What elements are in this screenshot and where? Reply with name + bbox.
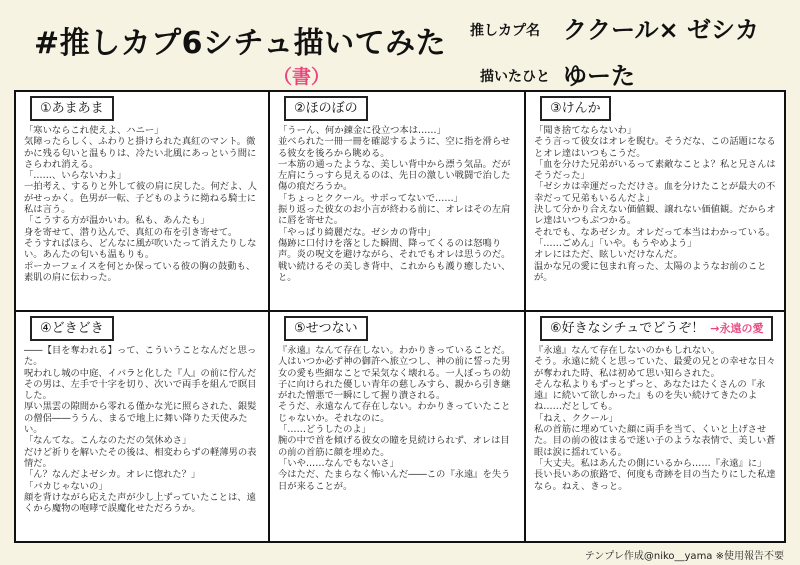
template-credit: テンプレ作成@niko__yama ※使用報告不要 [584,551,784,562]
page-title: #推しカプ6シチュ描いてみた [34,26,447,61]
cell-heading: ④どきどき [30,316,114,341]
cell-fight [526,92,784,310]
cell-heartwarming [270,92,524,310]
cell-heading: ①あまあま [30,96,114,121]
cell-heading: ②ほのぼの [284,96,368,121]
cell-text: ――【目を奪われる】って、こういうことなんだと思った。 呪われし城の中庭、イバラと化した『人』の前に佇んだその男は、左手で十字を切り、次いで両手を組んで瞑目した。 厚い黒雲の隙間から零れる僅かな光に照らされた、銀髪の僧侶――ううん、まるで地上に舞い降りた天使みたい。 「なんてな。こんなのただの気休めさ」 だけど祈りを解いたその後は、相変わらずの軽薄男の表情だ。 「ん？なんだよゼシカ。オレに惚れた？」 「バカじゃないの」 顔を背けながら応えた声が少し上ずっていたことは、遠くから魔物の咆哮で誤魔化せただろうか。 [24,345,257,515]
cell-heading: ③けんか [540,96,611,121]
page-subtitle: （書） [273,66,331,88]
cell-bittersweet [270,312,524,541]
cell-heading-extra: →永遠の愛 [710,322,764,335]
cell-sweet [16,92,268,310]
couple-label: 推しカプ名 [470,23,540,39]
cell-heading: ⑤せつない [284,316,368,341]
cell-heading: ⑥好きなシチュでどうぞ！ →永遠の愛 [540,316,773,341]
author-label: 描いたひと [480,69,550,85]
cell-text: 「寒いならこれ使えよ、ハニー」 気障ったらしく、ふわりと掛けられた真紅のマント。微かに残る匂いと温もりは、冷たい北風にあっという間にさらわれ消える。 「……、いらないわよ」 一拍考え、するりと外して彼の肩に戻した。何だよ、人がせっかく。色男が一転、子どものように拗ねる騎士に私は言う。 「こうする方が温かいわ。私も、あんたも」 身を寄せて、潜り込んで、真紅の布を引き寄せて。 そうすればほら、どんなに風が吹いたって消えたりしない。あんたの匂いも温もりも。 ポーカーフェイスを何とか保っている彼の胸の鼓動も、素肌の肩に伝わった。 [24,125,257,283]
author-value: ゆーた [563,62,635,90]
situation-grid [14,90,786,543]
cell-free-choice [526,312,784,541]
cell-text: 「うーん、何か錬金に役立つ本は……」 並べられた一冊一冊を確認するように、空に指を滑らせる彼女を後ろから眺める。 一本筋の通ったような、美しい背中から漂う気品。だが左肩にうっすら見えるのは、先日の激しい戦闘で治した傷の痕だろうか。 「ちょっとククール。サボってないで……」 振り返った彼女のお小言が終わる前に、オレはその左肩に唇を寄せた。 「やっぱり綺麗だな。ゼシカの背中」 傷跡に口付けを落とした瞬間、降ってくるのは怒鳴り声。炎の呪文を避けながら、それでもオレは思うのだ。 戦い続けるその美しき背中、これからも護り癒したい、と。 [278,125,511,283]
cell-text: 「聞き捨てならないわ」 そう言って彼女はオレを睨む。そうだな、この話題になるとオレ達はいつもこうだ。 「血を分けた兄弟がいるって素敵なことよ？私と兄さんはそうだった」 「ゼシカは幸運だっただけさ。血を分けたことが最大の不幸だって兄弟もいるんだよ」 決して分かり合えない価値観、譲れない価値観。だからオレ達はいつもぶつかる。 それでも、なあゼシカ。オレだって本当はわかっている。 「……ごめん」「いや。もうやめよう」 オレにはただ、眩しいだけなんだ。 温かな兄の愛に包まれ育った、太陽のようなお前のことが。 [534,125,776,283]
couple-value: ククール× ゼシカ [563,16,759,44]
cell-text: 『永遠』なんて存在しない。わかりきっていることだ。 人はいつか必ず神の御許へ旅立つし、神の前に誓った男女の愛も些細なことで呆気なく壊れる。一人ぼっちの幼子に向けられた優しい青年の慈しみすら、親から引き継がれた憎悪で一瞬にして握り潰される。 そうだ、永遠なんて存在しない。わかりきっていたことじゃないか。それなのに。 「……どうしたのよ」 腕の中で首を傾げる彼女の瞳を見続けられず、オレは目の前の首筋に顔を埋めた。 「いや……なんでもないさ」 今はただ、たまらなく怖いんだ――この『永遠』を失う日が来ることが。 [278,345,511,492]
cell-text: 『永遠』なんて存在しないのかもしれない。 そう。永遠に続くと思っていた、最愛の兄との幸せな日々が奪われた時、私は初めて思い知らされた。 そんな私よりもずっとずっと、あなたはたくさんの『永遠』に続いて欲しかった』ものを失い続けてきたのよね……だとしても。 「ねえ、ククール」 私の首筋に埋めていた顔に両手を当て、くいと上げさせた。目の前の彼はまるで迷い子のような表情で、美しい蒼眼は涙に揺れている。 「大丈夫。私はあんたの側にいるから……『永遠』に」 長い長いあの旅路で、何度も奇跡を目の当たりにした私達なら。ねえ、きっと。 [534,345,776,492]
cell-heart-pounding [16,312,268,541]
